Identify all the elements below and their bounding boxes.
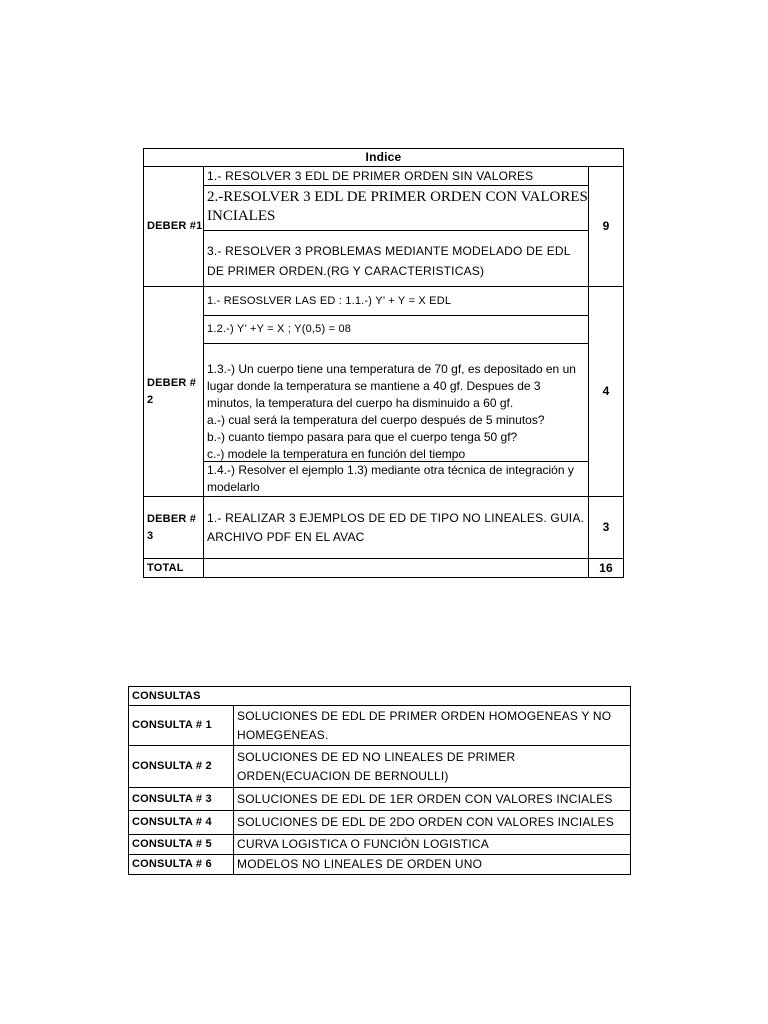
deber1-label: DEBER #1 bbox=[143, 166, 204, 287]
total-empty-cell bbox=[203, 558, 589, 578]
deber2-label: DEBER # 2 bbox=[143, 286, 204, 497]
deber3-label: DEBER # 3 bbox=[143, 496, 204, 559]
deber3-item1: 1.- REALIZAR 3 EJEMPLOS DE ED DE TIPO NO LINEALES. GUIA. ARCHIVO PDF EN EL AVAC bbox=[203, 496, 589, 559]
deber2-item3: 1.3.-) Un cuerpo tiene una temperatura de 70 gf, es depositado en un lugar donde la temperatura se mantiene a 40 gf. Despues de 3 minutos, la temperatura del cuerpo ha disminuido a 60 gf. a.-) cual será la temperatura del cuerpo después de 5 minutos? b.-) cuanto tiempo pasara para que el cuerpo tenga 50 gf? c.-) modele la temperatura en función del tiempo bbox=[203, 343, 589, 462]
deber2-item4: 1.4.-) Resolver el ejemplo 1.3) mediante otra técnica de integración y modelarlo bbox=[203, 461, 589, 497]
consulta2-text: SOLUCIONES DE ED NO LINEALES DE PRIMER ORDEN(ECUACION DE BERNOULLI) bbox=[233, 745, 631, 788]
total-label: TOTAL bbox=[143, 558, 204, 578]
consulta5-label: CONSULTA # 5 bbox=[128, 834, 234, 855]
consulta3-label: CONSULTA # 3 bbox=[128, 787, 234, 811]
deber2-item1: 1.- RESOSLVER LAS ED : 1.1.-) Y’ + Y = X EDL bbox=[203, 286, 589, 316]
consulta5-text: CURVA LOGISTICA O FUNCIÒN LOGISTICA bbox=[233, 834, 631, 855]
consulta1-label: CONSULTA # 1 bbox=[128, 705, 234, 746]
consulta6-text: MODELOS NO LINEALES DE ORDEN UNO bbox=[233, 854, 631, 875]
consulta1-text: SOLUCIONES DE EDL DE PRIMER ORDEN HOMOGENEAS Y NO HOMEGENEAS. bbox=[233, 705, 631, 746]
deber2-score: 4 bbox=[588, 286, 624, 497]
deber2-item2: 1.2.-) Y’ +Y = X ; Y(0,5) = 08 bbox=[203, 315, 589, 344]
consulta2-label: CONSULTA # 2 bbox=[128, 745, 234, 788]
deber1-score: 9 bbox=[588, 166, 624, 287]
deber3-score: 3 bbox=[588, 496, 624, 559]
consulta4-label: CONSULTA # 4 bbox=[128, 810, 234, 835]
deber1-item1: 1.- RESOLVER 3 EDL DE PRIMER ORDEN SIN VALORES bbox=[203, 166, 589, 186]
indice-header: Indice bbox=[143, 148, 624, 167]
total-value: 16 bbox=[588, 558, 624, 578]
consulta4-text: SOLUCIONES DE EDL DE 2DO ORDEN CON VALORES INCIALES bbox=[233, 810, 631, 835]
deber1-item3: 3.- RESOLVER 3 PROBLEMAS MEDIANTE MODELADO DE EDL DE PRIMER ORDEN.(RG Y CARACTERISTICAS) bbox=[203, 230, 589, 287]
consulta6-label: CONSULTA # 6 bbox=[128, 854, 234, 875]
deber1-item2: 2.-RESOLVER 3 EDL DE PRIMER ORDEN CON VALORES INCIALES bbox=[203, 185, 589, 231]
consultas-header: CONSULTAS bbox=[128, 686, 631, 706]
consulta3-text: SOLUCIONES DE EDL DE 1ER ORDEN CON VALORES INCIALES bbox=[233, 787, 631, 811]
